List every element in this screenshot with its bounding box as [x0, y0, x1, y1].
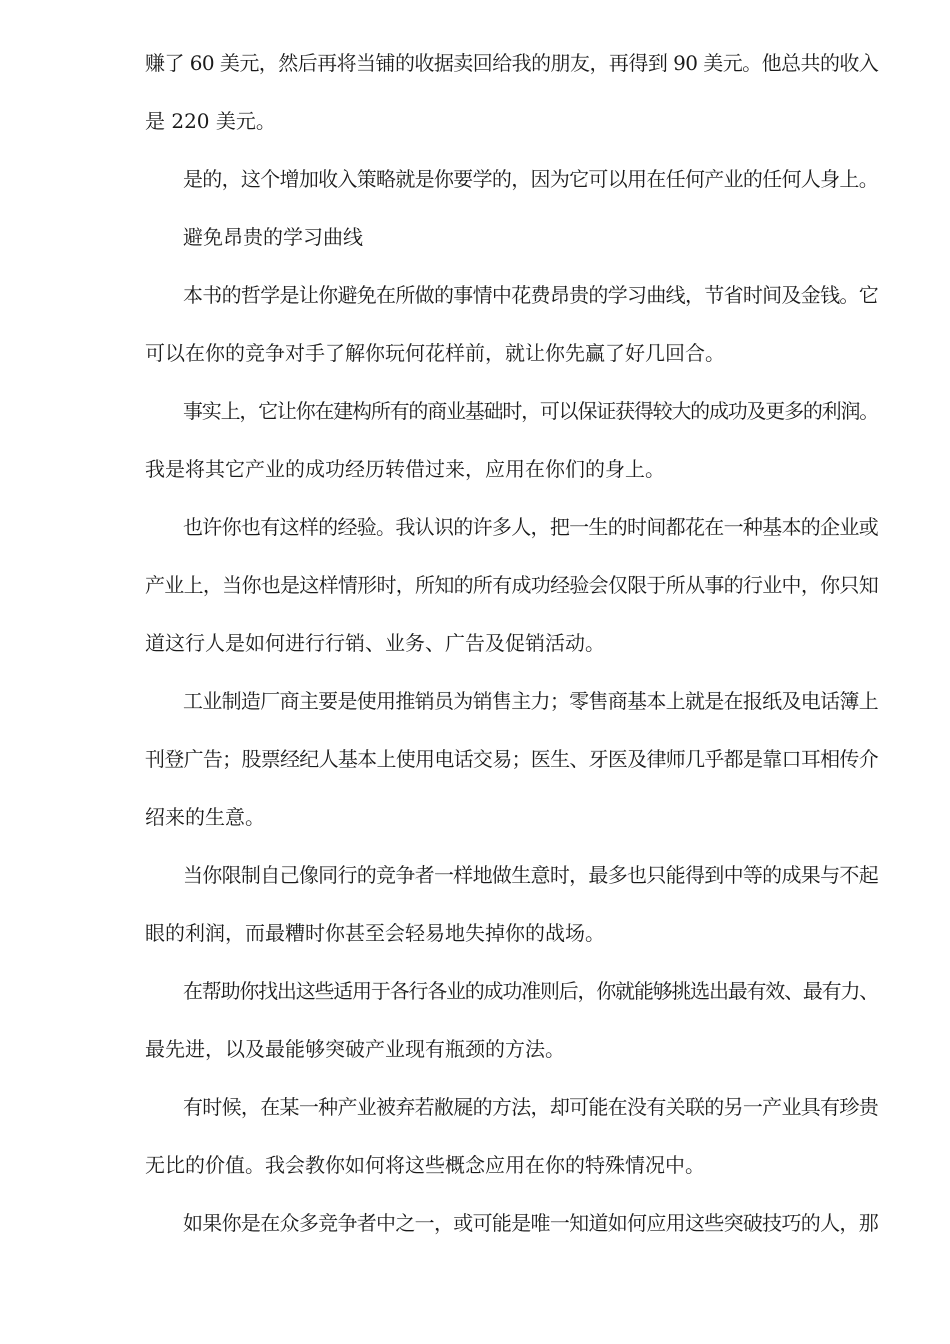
text-line-16: 眼的利润，而最糟时你甚至会轻易地失掉你的战场。 — [145, 921, 605, 945]
text-line-11: 道这行人是如何进行行销、业务、广告及促销活动。 — [145, 631, 605, 655]
text-line-14: 绍来的生意。 — [145, 805, 265, 829]
text-line-6: 可以在你的竞争对手了解你玩何花样前，就让你先赢了好几回合。 — [145, 341, 725, 365]
text-line-12: 工业制造厂商主要是使用推销员为销售主力；零售商基本上就是在报纸及电话簿上 — [183, 689, 879, 713]
text-line-7: 事实上，它让你在建构所有的商业基础时，可以保证获得较大的成功及更多的利润。 — [183, 399, 879, 423]
text-line-18: 最先进，以及最能够突破产业现有瓶颈的方法。 — [145, 1037, 565, 1061]
text-line-8: 我是将其它产业的成功经历转借过来，应用在你们的身上。 — [145, 457, 665, 481]
text-line-10: 产业上，当你也是这样情形时，所知的所有成功经验会仅限于所从事的行业中，你只知 — [145, 573, 878, 597]
text-line-3: 是的，这个增加收入策略就是你要学的，因为它可以用在任何产业的任何人身上。 — [183, 167, 879, 191]
text-line-17: 在帮助你找出这些适用于各行各业的成功准则后，你就能够挑选出最有效、最有力、 — [183, 979, 879, 1003]
text-line-21: 如果你是在众多竞争者中之一，或可能是唯一知道如何应用这些突破技巧的人，那 — [183, 1211, 879, 1235]
text-line-13: 刊登广告；股票经纪人基本上使用电话交易；医生、牙医及律师几乎都是靠口耳相传介 — [145, 747, 878, 771]
text-line-1: 赚了 60 美元，然后再将当铺的收据卖回给我的朋友，再得到 90 美元。他总共的收入 — [145, 51, 879, 75]
text-line-20: 无比的价值。我会教你如何将这些概念应用在你的特殊情况中。 — [145, 1153, 705, 1177]
text-line-15: 当你限制自己像同行的竞争者一样地做生意时，最多也只能得到中等的成果与不起 — [183, 863, 879, 887]
text-line-19: 有时候，在某一种产业被弃若敝屣的方法，却可能在没有关联的另一产业具有珍贵 — [183, 1095, 879, 1119]
text-line-5: 本书的哲学是让你避免在所做的事情中花费昂贵的学习曲线，节省时间及金钱。它 — [183, 283, 879, 307]
section-heading: 避免昂贵的学习曲线 — [183, 225, 363, 249]
text-line-9: 也许你也有这样的经验。我认识的许多人，把一生的时间都花在一种基本的企业或 — [183, 515, 879, 539]
text-line-2: 是 220 美元。 — [145, 109, 276, 133]
